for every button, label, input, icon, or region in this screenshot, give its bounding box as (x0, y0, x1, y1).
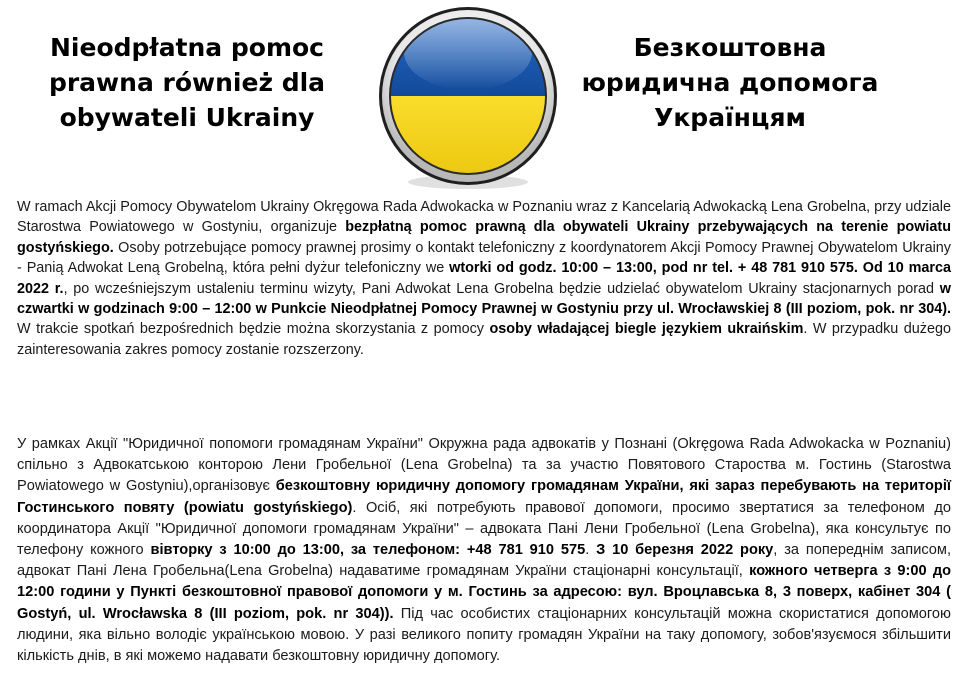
heading-ukrainian: Безкоштовна юридична допомога Українцям (581, 33, 879, 132)
ukrainian-paragraph: У рамках Акції "Юридичної попомоги громадянам України" Окружна рада адвокатів у Познані (Okręgowa Rada Adwokacka w Poznaniu) спільно з Адвокатською конторою Лени Гробельної (Lena Grobelna) та за участю Повятового Староства м. Гостинь (Starostwa Powiatowego w Gostyniu),організовує безкоштовну юридичну допомогу громадянам України, які зараз перебувають на території Гостинського повяту (powiatu gostyńskiego). Осіб, які потребують правової допомоги, просимо звертатися за телефоном до координатора Акції "Юридичної допомоги громадянам України" – адвоката Пані Лени Гробельної (Lena Grobelna), яка консультує по телефону кожного вівторку з 10:00 до 13:00, за телефоном: +48 781 910 575. З 10 березня 2022 року, за попереднім записом, адвокат Пані Лена Гробельна(Lena Grobelna) надаватиме громадянам України стаціонарні консультації, кожного четверга з 9:00 до 12:00 години у Пункті безкоштовної правової допомоги у м. Гостинь за адресою: вул. Вроцлавська 8, 3 поверх, кабінет 304 ( Gostyń, ul. Wrocławska 8 (III poziom, pok. nr 304)). Під час особистих стаціонарних консультацій можна скористатися допомогою людини, яка вільно володіє українською мовою. У разі великого попиту громадян України на таку допомогу, зобов'язуємося збільшити кількість днів, в які можемо надавати безкоштовну юридичну допомогу. (17, 436, 952, 665)
heading-polish: Nieodpłatna pomoc prawna również dla obywateli Ukrainy (48, 33, 326, 132)
ukraine-flag-icon (370, 0, 566, 196)
polish-paragraph: W ramach Akcji Pomocy Obywatelom Ukrainy Okręgowa Rada Adwokacka w Poznaniu wraz z Kancelarią Adwokacką Lena Grobelna, przy udziale Starostwa Powiatowego w Gostyniu, organizuje bezpłatną pomoc prawną dla obywateli Ukrainy przebywających na terenie powiatu gostyńskiego. Osoby potrzebujące pomocy prawnej prosimy o kontakt telefoniczny z koordynatorem Akcji Pomocy Prawnej Obywatelom Ukrainy - Panią Adwokat Leną Grobelną, która pełni dyżur telefoniczny we wtorki od godz. 10:00 – 13:00, pod nr tel. + 48 781 910 575. Od 10 marca 2022 r., po wcześniejszym ustaleniu terminu wizyty, Pani Adwokat Lena Grobelna będzie udzielać obywatelom Ukrainy stacjonarnych porad w czwartki w godzinach 9:00 – 12:00 w Punkcie Nieodpłatnej Pomocy Prawnej w Gostyniu przy ul. Wrocławskiej 8 (III poziom, pok. nr 304). W trakcie spotkań bezpośrednich będzie można skorzystania z pomocy osoby władającej biegle językiem ukraińskim. W przypadku dużego zainteresowania zakres pomocy zostanie rozszerzony. (17, 199, 951, 358)
